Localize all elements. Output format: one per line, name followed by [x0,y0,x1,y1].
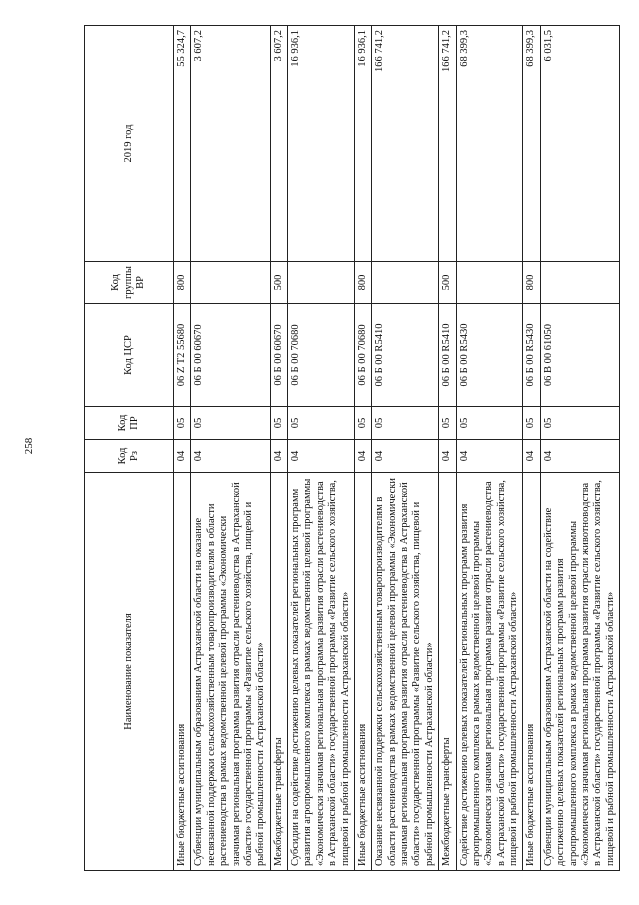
header-csr-code: Код ЦСР [85,304,174,407]
header-vr-group-code: Код группы ВР [85,262,174,304]
cell-indicator-name: Субсидии на содействие достижению целевых показателей региональных программ развития агропромышленного комплекса в рамках ведомственной целевой программы «Экономически значимая региональная программа развития отрасли растениеводства в Астраханской области» государственной программы «Развитие сельского хозяйства, пищевой и рыбной промышленности Астраханской области» [288,473,355,871]
cell-csr-code: 06 Б 00 R5410 [439,304,456,407]
cell-rz-code: 04 [354,440,371,473]
cell-indicator-name: Иные бюджетные ассигнования [523,473,540,871]
cell-vr-code [191,262,270,304]
cell-rz-code: 04 [288,440,355,473]
cell-vr-code [372,262,439,304]
cell-csr-code: 06 Б 00 70680 [288,304,355,407]
budget-table [84,25,620,871]
cell-vr-code: 500 [439,262,456,304]
header-year-2019: 2019 год [85,26,174,262]
cell-rz-code: 04 [191,440,270,473]
cell-rz-code: 04 [270,440,287,473]
cell-csr-code: 06 Б 00 R5430 [523,304,540,407]
table-row [191,26,270,871]
table-row [288,26,355,871]
cell-csr-code: 06 В 00 61050 [540,304,619,407]
cell-amount: 16 936,1 [288,26,355,262]
cell-rz-code: 04 [540,440,619,473]
page-number: 258 [23,437,35,455]
cell-vr-code: 800 [174,262,191,304]
table-row [456,26,523,871]
cell-pr-code: 05 [288,407,355,440]
cell-amount: 166 741,2 [439,26,456,262]
cell-csr-code: 06 Б 00 70680 [354,304,371,407]
cell-indicator-name: Оказание несвязанной поддержки сельскохозяйственным товаропроизводителям в области растениеводства в рамках ведомственной целевой программы «Экономически значимая региональная программа развития отрасли растениеводства в Астраханской области» государственной программы «Развитие сельского хозяйства, пищевой и рыбной промышленности Астраханской области» [372,473,439,871]
header-rz-code: Код Рз [85,440,174,473]
table-row [174,26,191,871]
table-row [372,26,439,871]
cell-rz-code: 04 [523,440,540,473]
cell-indicator-name: Содействие достижению целевых показателей региональных программ развития агропромышленного комплекса в рамках ведомственной целевой программы «Экономически значимая региональная программа развития отрасли растениеводства в Астраханской области» государственной программы «Развитие сельского хозяйства, пищевой и рыбной промышленности Астраханской области» [456,473,523,871]
table-row [540,26,619,871]
cell-pr-code: 05 [456,407,523,440]
cell-indicator-name: Межбюджетные трансферты [270,473,287,871]
cell-amount: 166 741,2 [372,26,439,262]
cell-rz-code: 04 [456,440,523,473]
table-row [439,26,456,871]
cell-vr-code [288,262,355,304]
cell-pr-code: 05 [354,407,371,440]
table-row [354,26,371,871]
cell-csr-code: 06 Б 00 R5410 [372,304,439,407]
table-header-row [85,26,174,871]
cell-vr-code [456,262,523,304]
cell-vr-code [540,262,619,304]
cell-amount: 55 324,7 [174,26,191,262]
cell-pr-code: 05 [372,407,439,440]
cell-pr-code: 05 [191,407,270,440]
cell-rz-code: 04 [439,440,456,473]
cell-vr-code: 800 [354,262,371,304]
cell-csr-code: 06 Б 00 60670 [270,304,287,407]
header-indicator-name: Наименование показателя [85,473,174,871]
header-pr-code: Код ПР [85,407,174,440]
cell-amount: 68 399,3 [456,26,523,262]
cell-amount: 68 399,3 [523,26,540,262]
budget-table-page [84,26,618,871]
cell-amount: 3 607,2 [270,26,287,262]
cell-indicator-name: Межбюджетные трансферты [439,473,456,871]
table-row [270,26,287,871]
cell-amount: 16 936,1 [354,26,371,262]
cell-csr-code: 06 Z T2 55680 [174,304,191,407]
cell-pr-code: 05 [540,407,619,440]
cell-pr-code: 05 [174,407,191,440]
cell-indicator-name: Иные бюджетные ассигнования [354,473,371,871]
cell-pr-code: 05 [523,407,540,440]
cell-pr-code: 05 [439,407,456,440]
cell-amount: 6 031,5 [540,26,619,262]
cell-indicator-name: Иные бюджетные ассигнования [174,473,191,871]
cell-vr-code: 800 [523,262,540,304]
cell-rz-code: 04 [174,440,191,473]
cell-amount: 3 607,2 [191,26,270,262]
cell-rz-code: 04 [372,440,439,473]
cell-csr-code: 06 Б 00 60670 [191,304,270,407]
cell-indicator-name: Субвенции муниципальным образованиям Астраханской области на оказание несвязанной поддержки сельскохозяйственным товаропроизводителям в области растениеводства в рамках ведомственной целевой программы «Экономически значимая региональная программа развития отрасли растениеводства в Астраханской области» государственной программы «Развитие сельского хозяйства, пищевой и рыбной промышленности Астраханской области» [191,473,270,871]
cell-indicator-name: Субвенции муниципальным образованиям Астраханской области на содействие достижению целевых показателей региональных программ развития агропромышленного комплекса в рамках ведомственной целевой программы «Экономически значимая региональная программа развития отрасли животноводства в Астраханской области» государственной программы «Развитие сельского хозяйства, пищевой и рыбной промышленности Астраханской области» [540,473,619,871]
table-row [523,26,540,871]
cell-pr-code: 05 [270,407,287,440]
cell-csr-code: 06 Б 00 R5430 [456,304,523,407]
cell-vr-code: 500 [270,262,287,304]
